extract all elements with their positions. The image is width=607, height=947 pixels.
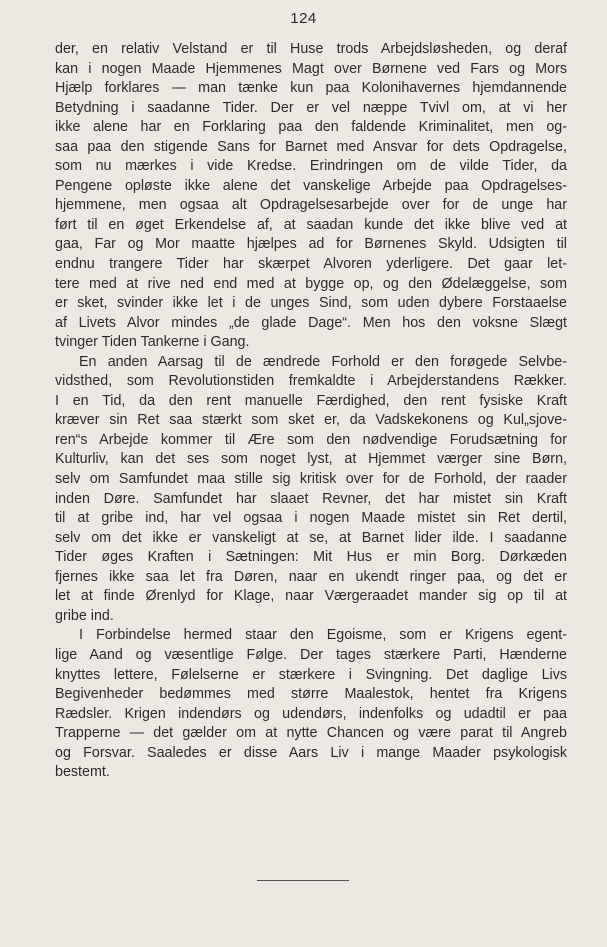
- text-line: Tider øges Kraften i Sætningen: Mit Hus er min Borg. Dørkæden: [55, 549, 567, 566]
- text-line: der, en relativ Velstand er til Huse trods Arbejdsløsheden, og deraf: [55, 41, 567, 57]
- text-line: Hjælp forklares — man tænke kun paa Kolonihavernes hjemdannende: [55, 80, 567, 97]
- text-line: inden Døre. Samfundet har slaaet Revner, det har mistet sin Kraft: [55, 490, 567, 507]
- text-line: fjernes ikke saa let fra Døren, naar en ukendt ringer paa, og det er: [55, 568, 567, 585]
- text-line: let at finde Ørenlyd for Klage, naar Værgeraadet mander sig op til at: [55, 588, 567, 605]
- text-line: vidsthed, som Revolutionstiden fremkaldte i Arbejderstandens Rækker.: [55, 373, 567, 390]
- text-line: saa paa den stigende Sans for Barnet med Ansvar for dets Opdragelse,: [55, 138, 567, 155]
- text-line: hjemmene, men ogsaa alt Opdragelsesarbejde over for de unge har: [55, 197, 567, 214]
- section-divider: [257, 880, 349, 881]
- text-line: som nu mærkes i vide Kredse. Erindringen om de vilde Tider, da: [55, 158, 567, 175]
- text-line: I Forbindelse hermed staar den Egoisme, som er Krigens egent-: [79, 627, 567, 644]
- text-line: og Forsvar. Saaledes er disse Aars Liv i mange Maader psykologisk: [55, 744, 567, 761]
- text-line: Rædsler. Krigen indendørs og udendørs, indenfolks og udadtil er paa: [55, 705, 567, 722]
- text-line: knyttes lettere, Følelserne er stærkere i Svingning. Det daglige Livs: [55, 666, 567, 683]
- text-line: selv om Samfundet maa stille sig kritisk over for de Forhold, der raader: [55, 471, 567, 488]
- text-line: tvinger Tiden Tankerne i Gang.: [55, 334, 250, 351]
- text-line: selv om det ikke er vanskeligt at se, at Barnet lider ilde. I saadanne: [55, 529, 567, 546]
- body-text: [55, 40, 567, 783]
- text-line: gaa, Far og Mor maatte hjælpes ad for Børnenes Skyld. Udsigten til: [55, 236, 567, 253]
- text-line: kan i nogen Maade Hjemmenes Magt over Børnene ved Fars og Mors: [55, 60, 567, 77]
- text-line: En anden Aarsag til de ændrede Forhold er den forøgede Selvbe-: [79, 353, 567, 370]
- text-line: Pengene opløste ikke alene det vanskelige Arbejde paa Opdragelses-: [55, 177, 567, 194]
- text-line: Kulturliv, kan det ses som noget lyst, at Hjemmet værger sine Børn,: [55, 451, 567, 468]
- text-line: lige Aand og væsentlige Følge. Der tages stærkere Parti, Hænderne: [55, 646, 567, 663]
- text-line: Betydning i saadanne Tider. Der er vel næppe Tvivl om, at vi her: [55, 99, 567, 116]
- text-line: Begivenheder bedømmes med større Maalestok, hentet fra Krigens: [55, 686, 567, 703]
- text-line: I en Tid, da den rent manuelle Færdighed, den rent fysiske Kraft: [55, 392, 567, 409]
- text-line: kræver sin Ret saa stærkt som sket er, da Vadskekonens og Kul„sjove-: [55, 412, 567, 429]
- text-line: af Livets Alvor mindes „de glade Dage“. Men hos den voksne Slægt: [55, 314, 567, 331]
- page-number: 124: [290, 10, 317, 27]
- text-line: Trapperne — det gælder om at nytte Chancen og være parat til Angreb: [55, 725, 567, 742]
- text-line: ren“s Arbejde kommer til Ære som den nødvendige Forudsætning for: [55, 431, 567, 448]
- text-line: er sket, svinder ikke let i de unges Sind, som uden dybere Forstaaelse: [55, 295, 567, 312]
- text-line: endnu trangere Tider har skærpet Alvoren yderligere. Det gaar let-: [55, 256, 567, 273]
- text-line: tere med at rive ned end med at bygge op, og den Ødelæggelse, som: [55, 275, 567, 292]
- text-line: gribe ind.: [55, 607, 114, 624]
- text-line: til at gribe ind, har vel ogsaa i nogen Maade mistet sin Ret dertil,: [55, 510, 567, 527]
- text-line: ikke alene har en Forklaring paa den faldende Kriminalitet, men og-: [55, 119, 567, 136]
- text-line: ført til en øget Erkendelse af, at saadan kunde det ikke blive ved at: [55, 216, 567, 233]
- text-line: bestemt.: [55, 764, 110, 781]
